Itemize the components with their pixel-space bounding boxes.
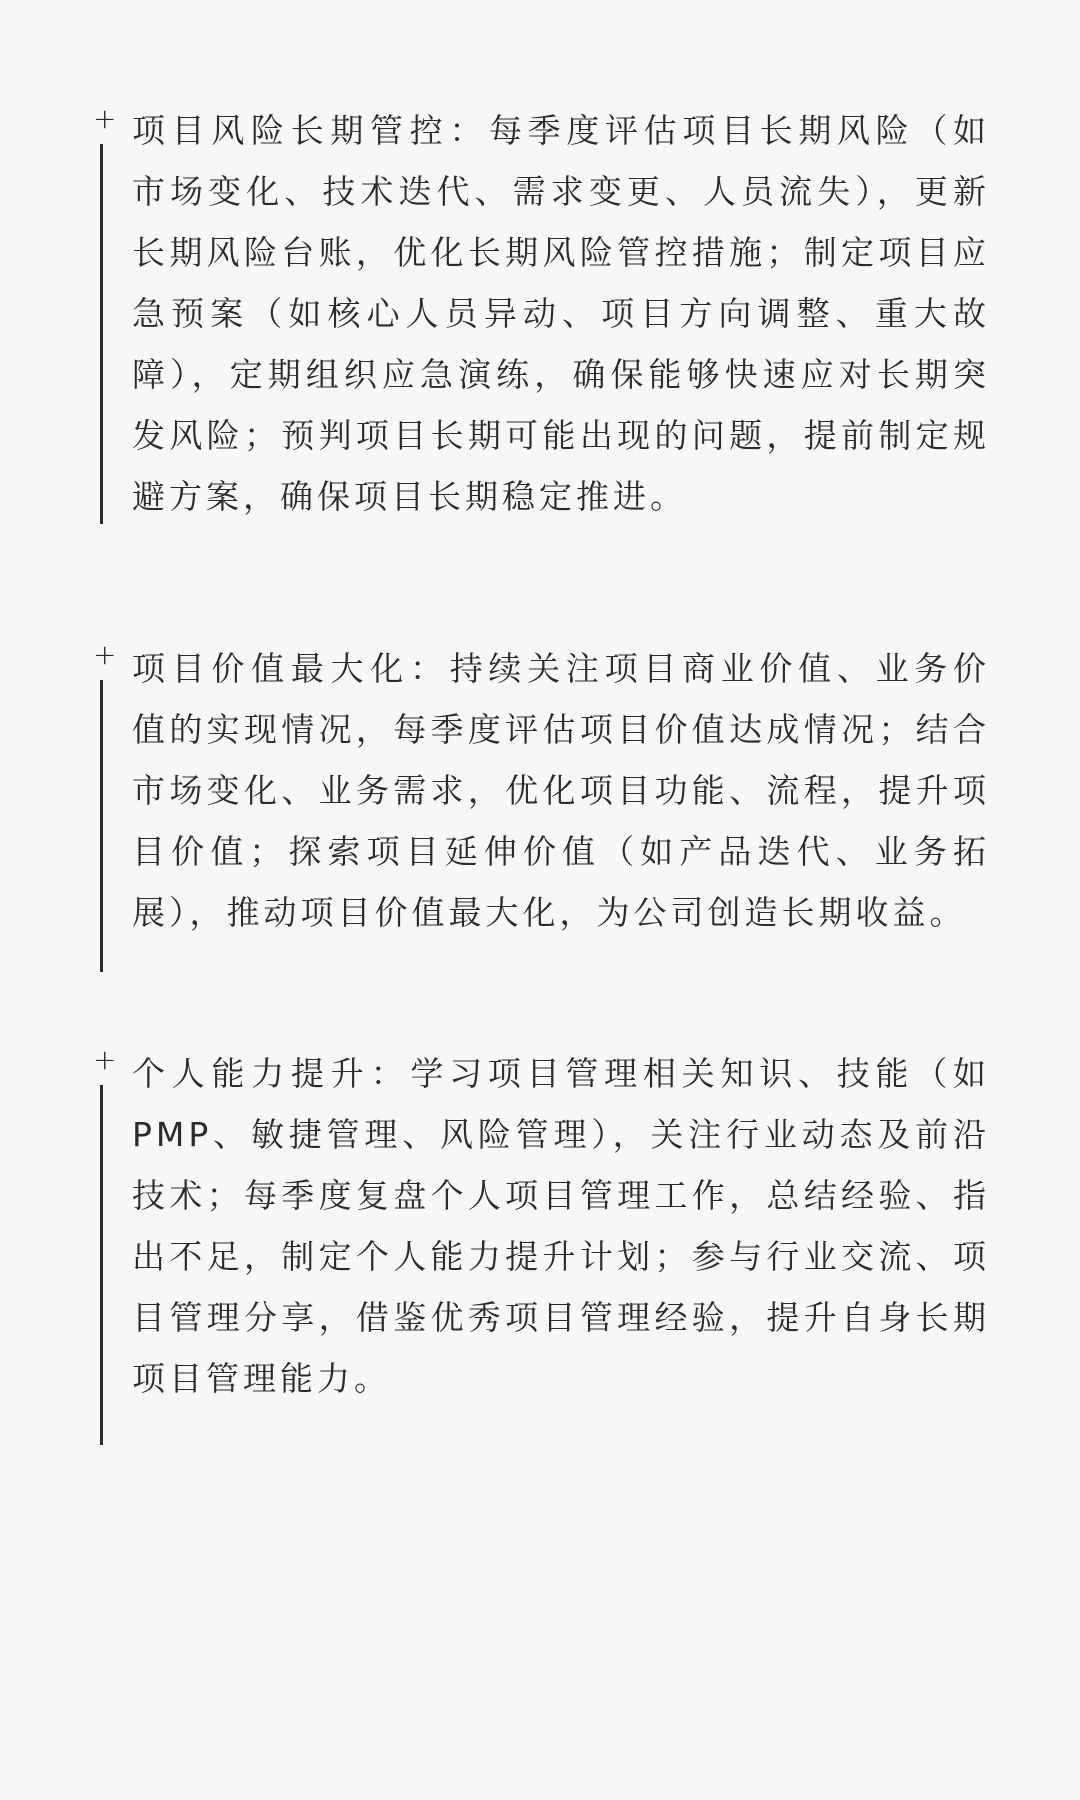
item-title: 项目价值最大化： <box>132 649 450 688</box>
item-title: 项目风险长期管控： <box>132 111 489 150</box>
item-body: 学习项目管理相关知识、技能（如PMP、敏捷管理、风险管理），关注行业动态及前沿技术；每季度复盘个人项目管理工作，总结经验、指出不足，制定个人能力提升计划；参与行业交流、项目管理分享，借鉴优秀项目管理经验，提升自身长期项目管理能力。 <box>132 1054 991 1398</box>
item-text <box>132 638 990 943</box>
item-text <box>132 1043 990 1409</box>
item-title: 个人能力提升： <box>132 1054 411 1093</box>
plus-icon: + <box>93 102 117 135</box>
vertical-bar <box>100 1085 103 1445</box>
item-body: 每季度评估项目长期风险（如市场变化、技术迭代、需求变更、人员流失），更新长期风险台账，优化长期风险管控措施；制定项目应急预案（如核心人员异动、项目方向调整、重大故障），定期组织应急演练，确保能够快速应对长期突发风险；预判项目长期可能出现的问题，提前制定规避方案，确保项目长期稳定推进。 <box>132 111 991 516</box>
vertical-bar <box>100 680 103 972</box>
plus-icon: + <box>93 638 117 671</box>
item-body: 持续关注项目商业价值、业务价值的实现情况，每季度评估项目价值达成情况；结合市场变化、业务需求，优化项目功能、流程，提升项目价值；探索项目延伸价值（如产品迭代、业务拓展），推动项目价值最大化，为公司创造长期收益。 <box>132 649 991 932</box>
item-text <box>132 100 990 527</box>
vertical-bar <box>100 144 103 524</box>
plus-icon: + <box>93 1043 117 1076</box>
